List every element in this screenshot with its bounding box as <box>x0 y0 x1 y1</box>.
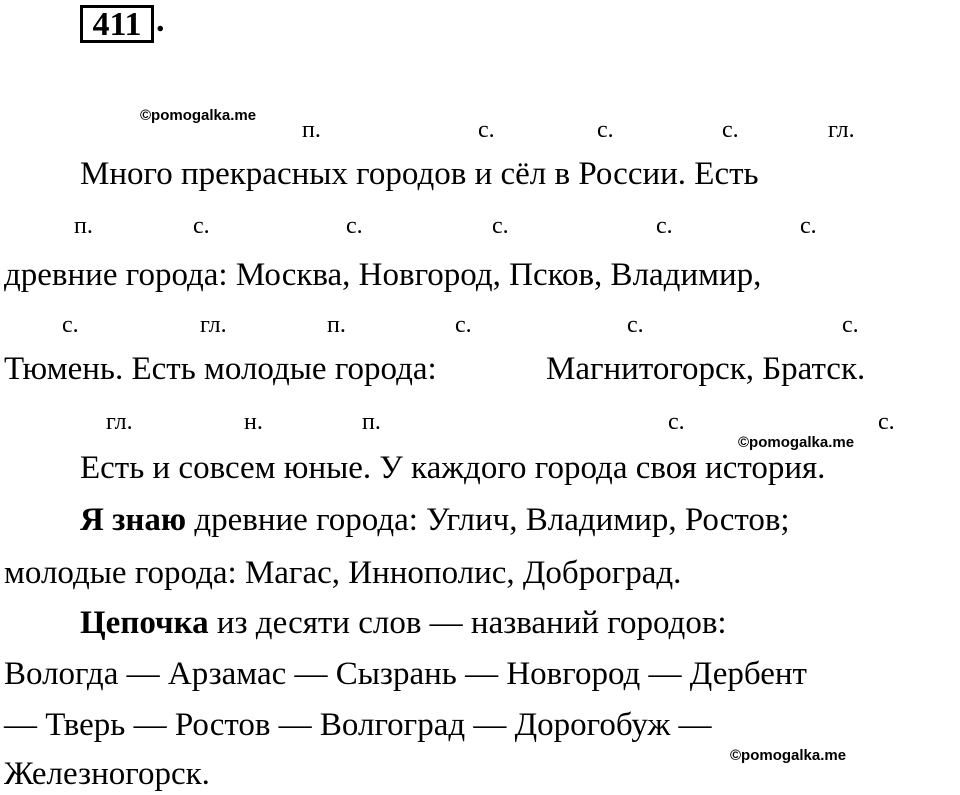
text-line <box>80 500 790 540</box>
exercise-number-dot: . <box>156 2 165 39</box>
text-line: Много прекрасных городов и сёл в России. Есть <box>80 156 759 192</box>
bold-heading: Я знаю <box>80 502 187 538</box>
pos-annotation: с. <box>455 312 472 338</box>
text-line: — Тверь — Ростов — Волгоград — Дорогобуж — <box>4 707 712 743</box>
text-line: молодые города: Магас, Иннополис, Доброград. <box>4 555 682 591</box>
pos-annotation: гл. <box>106 409 133 435</box>
pos-annotation: п. <box>362 409 381 435</box>
text-line: Есть и совсем юные. У каждого города своя история. <box>80 450 826 486</box>
exercise-number: 411 <box>80 5 154 43</box>
text-line: Железногорск. <box>4 756 210 792</box>
pos-annotation: с. <box>62 312 79 338</box>
pos-annotation: с. <box>656 213 673 239</box>
text-line: Магнитогорск, Братск. <box>546 351 866 387</box>
pos-annotation: н. <box>244 409 263 435</box>
pos-annotation: с. <box>878 409 895 435</box>
watermark: ©pomogalka.me <box>738 434 855 451</box>
text-span: из десяти слов — названий городов: <box>208 605 727 641</box>
pos-annotation: с. <box>722 117 739 143</box>
watermark: ©pomogalka.me <box>730 747 847 764</box>
pos-annotation: с. <box>800 213 817 239</box>
pos-annotation: с. <box>842 312 859 338</box>
bold-heading: Цепочка <box>80 605 209 641</box>
pos-annotation: с. <box>668 409 685 435</box>
pos-annotation: гл. <box>828 117 855 143</box>
pos-annotation: с. <box>627 312 644 338</box>
text-line: Тюмень. Есть молодые города: <box>4 351 437 387</box>
pos-annotation: с. <box>193 213 210 239</box>
pos-annotation: с. <box>478 117 495 143</box>
text-line: древние города: Москва, Новгород, Псков, Владимир, <box>4 257 762 293</box>
pos-annotation: п. <box>74 213 93 239</box>
pos-annotation: с. <box>597 117 614 143</box>
pos-annotation: п. <box>302 117 321 143</box>
pos-annotation: с. <box>346 213 363 239</box>
watermark: ©pomogalka.me <box>140 107 257 124</box>
text-line <box>80 603 727 643</box>
text-line: Вологда — Арзамас — Сызрань — Новгород — Дербент <box>4 656 807 692</box>
pos-annotation: с. <box>492 213 509 239</box>
text-span: древние города: Углич, Владимир, Ростов; <box>186 502 790 538</box>
pos-annotation: п. <box>327 312 346 338</box>
pos-annotation: гл. <box>200 312 227 338</box>
